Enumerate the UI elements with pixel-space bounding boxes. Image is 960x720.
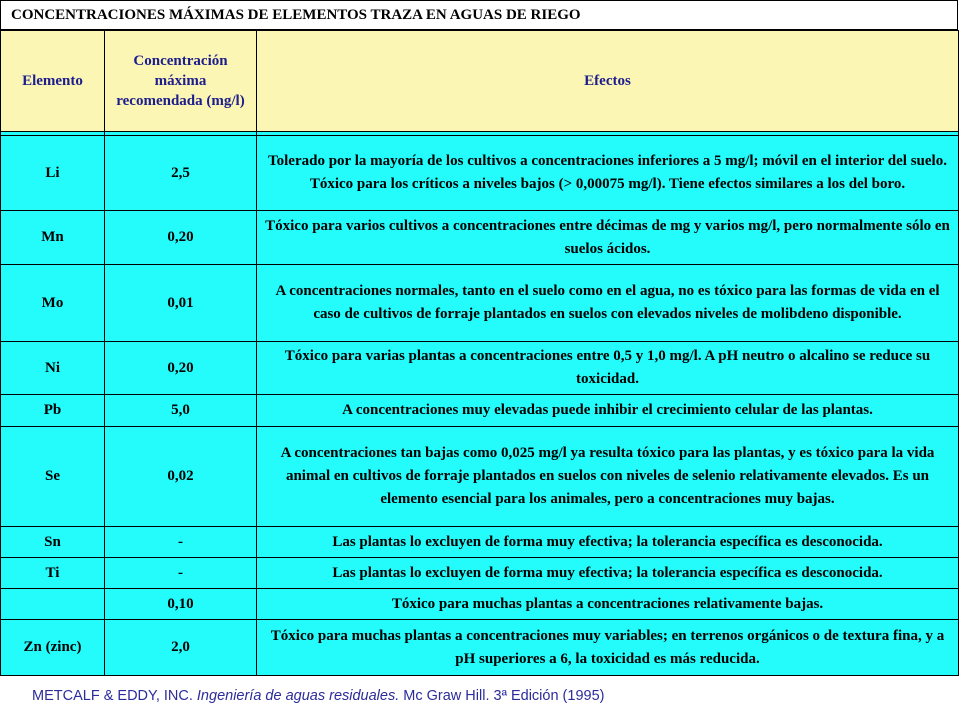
header-row — [1, 31, 959, 132]
trace-elements-table — [0, 30, 959, 676]
header-efectos: Efectos — [257, 31, 959, 132]
cell-elemento: Sn — [1, 527, 105, 558]
source-citation — [32, 688, 604, 704]
citation-book: Ingeniería de aguas residuales. — [196, 688, 400, 704]
cell-elemento: Mo — [1, 265, 105, 342]
table-row — [1, 427, 959, 527]
cell-elemento — [1, 589, 105, 620]
cell-efectos: A concentraciones muy elevadas puede inhibir el crecimiento celular de las plantas. — [257, 395, 959, 427]
cell-efectos: Tóxico para muchas plantas a concentraciones relativamente bajas. — [257, 589, 959, 620]
table-row — [1, 558, 959, 589]
table-row — [1, 527, 959, 558]
cell-elemento: Se — [1, 427, 105, 527]
cell-elemento: Ti — [1, 558, 105, 589]
cell-concentracion: 2,5 — [105, 136, 257, 211]
cell-efectos: Tóxico para muchas plantas a concentraciones muy variables; en terrenos orgánicos o de textura fina, y a pH superiores a 6, la toxicidad es más reducida. — [257, 620, 959, 676]
cell-efectos: A concentraciones tan bajas como 0,025 mg/l ya resulta tóxico para las plantas, y es tóxico para la vida animal en cultivos de forraje plantados en suelos con niveles de selenio relativamente elevados. Es un elemento esencial para los animales, pero a concentraciones muy bajas. — [257, 427, 959, 527]
table-row — [1, 620, 959, 676]
cell-efectos: Tolerado por la mayoría de los cultivos a concentraciones inferiores a 5 mg/l; móvil en el interior del suelo. Tóxico para los críticos a niveles bajos (> 0,00075 mg/l). Tiene efectos similares a los del boro. — [257, 136, 959, 211]
table-row — [1, 136, 959, 211]
cell-concentracion: 0,02 — [105, 427, 257, 527]
cell-efectos: Tóxico para varios cultivos a concentraciones entre décimas de mg y varios mg/l, pero normalmente sólo en suelos ácidos. — [257, 211, 959, 265]
table-row — [1, 589, 959, 620]
citation-publisher: Mc Graw Hill. 3ª Edición (1995) — [399, 688, 605, 704]
cell-concentracion: 0,10 — [105, 589, 257, 620]
cell-efectos: Tóxico para varias plantas a concentraciones entre 0,5 y 1,0 mg/l. A pH neutro o alcalino se reduce su toxicidad. — [257, 342, 959, 395]
header-concentracion: Concentración máxima recomendada (mg/l) — [105, 31, 257, 132]
table-row — [1, 211, 959, 265]
header-elemento: Elemento — [1, 31, 105, 132]
cell-concentracion: 0,20 — [105, 342, 257, 395]
cell-elemento: Pb — [1, 395, 105, 427]
cell-elemento: Li — [1, 136, 105, 211]
table-row — [1, 342, 959, 395]
cell-efectos: Las plantas lo excluyen de forma muy efectiva; la tolerancia específica es desconocida. — [257, 527, 959, 558]
cell-efectos: A concentraciones normales, tanto en el suelo como en el agua, no es tóxico para las formas de vida en el caso de cultivos de forraje plantados en suelos con elevados niveles de molibdeno disponible. — [257, 265, 959, 342]
citation-authors: METCALF & EDDY, INC. — [32, 688, 197, 704]
cell-efectos: Las plantas lo excluyen de forma muy efectiva; la tolerancia específica es desconocida. — [257, 558, 959, 589]
cell-concentracion: 2,0 — [105, 620, 257, 676]
cell-concentracion: 5,0 — [105, 395, 257, 427]
cell-concentracion: 0,01 — [105, 265, 257, 342]
cell-concentracion: - — [105, 558, 257, 589]
cell-elemento: Zn (zinc) — [1, 620, 105, 676]
cell-concentracion: 0,20 — [105, 211, 257, 265]
table-title: CONCENTRACIONES MÁXIMAS DE ELEMENTOS TRAZA EN AGUAS DE RIEGO — [0, 0, 958, 30]
cell-elemento: Ni — [1, 342, 105, 395]
cell-concentracion: - — [105, 527, 257, 558]
table-row — [1, 395, 959, 427]
table-row — [1, 265, 959, 342]
cell-elemento: Mn — [1, 211, 105, 265]
